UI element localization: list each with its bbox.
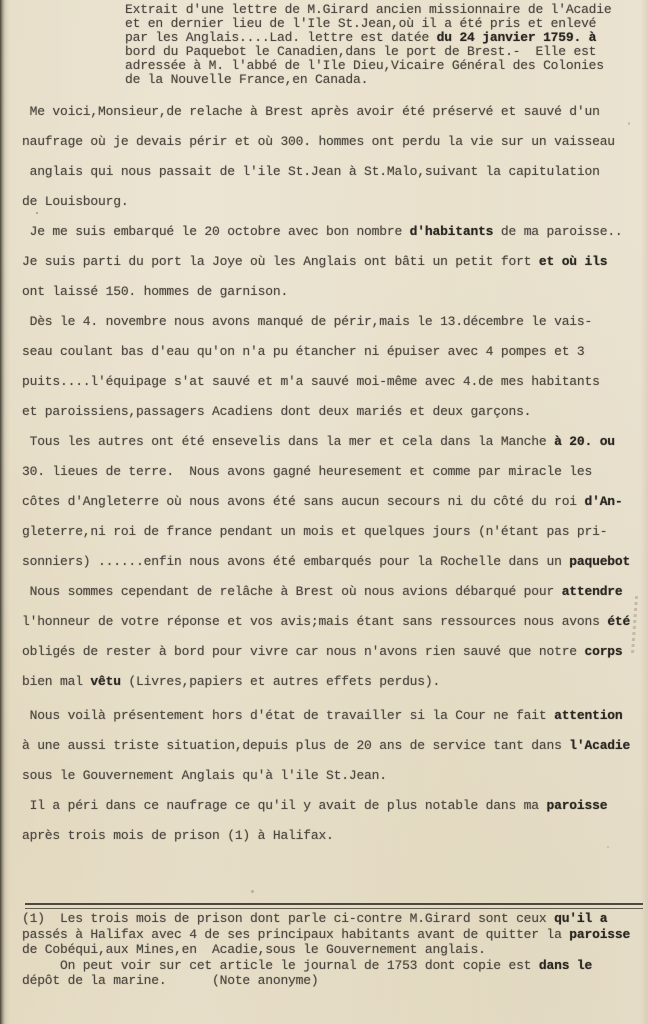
letter-body (22, 97, 630, 851)
text-line: gleterre,ni roi de france pendant un mois et quelques jours (n'étant pas pri- (22, 524, 608, 539)
text-line: passés à Halifax avec 4 de ses principaux habitants avant de quitter la paroisse (22, 926, 631, 942)
text-line: On peut voir sur cet article le journal de 1753 dont copie est dans le (22, 957, 593, 973)
ink-speck (628, 122, 630, 125)
pencil-mark (631, 596, 638, 654)
ink-speck (36, 212, 38, 214)
paragraph (22, 97, 630, 217)
text-line: ont laissé 150. hommes de garnison. (22, 284, 289, 299)
text-line: Il a péri dans ce naufrage ce qu'il y avait de plus notable dans ma paroisse (22, 798, 608, 813)
text-line: Tous les autres ont été ensevelis dans la mer et cela dans la Manche à 20. ou (22, 434, 615, 449)
paragraph (22, 427, 630, 577)
text-line: obligés de rester à bord pour vivre car nous n'avons rien sauvé que notre corps (22, 644, 623, 659)
paragraph (22, 701, 630, 791)
text-line: Me voici,Monsieur,de relache à Brest après avoir été préservé et sauvé d'un (22, 104, 600, 119)
text-line: anglais qui nous passait de l'ile St.Jean à St.Malo,suivant la capitulation (22, 164, 600, 179)
text-line: Extrait d'une lettre de M.Girard ancien missionnaire de l'Acadie (125, 2, 612, 17)
text-line: après trois mois de prison (1) à Halifax. (22, 828, 334, 843)
text-line: l'honneur de votre réponse et vos avis;mais étant sans ressources nous avons été (22, 614, 631, 629)
text-line: bord du Paquebot le Canadien,dans le port de Brest.- Elle est (125, 44, 597, 59)
scan-edge-right (640, 0, 648, 1024)
ink-speck (607, 846, 609, 848)
text-line: de Cobéqui,aux Mines,en Acadie,sous le Gouvernement anglais. (22, 942, 486, 957)
text-line: et paroissiens,passagers Acadiens dont deux mariés et deux garçons. (22, 404, 532, 419)
paragraph (22, 217, 630, 307)
paragraph (22, 577, 630, 697)
text-line: Je suis parti du port la Joye où les Anglais ont bâti un petit fort et où ils (22, 254, 608, 269)
text-line: côtes d'Angleterre où nous avons été sans aucun secours ni du côté du roi d'An- (22, 494, 623, 509)
text-line: et en dernier lieu de l'Ile St.Jean,où il a été pris et enlevé (125, 16, 597, 31)
text-line: de la Nouvelle France,en Canada. (125, 72, 369, 87)
text-line: naufrage où je devais périr et où 300. hommes ont perdu la vie sur un vaisseau (22, 134, 615, 149)
text-line: Dès le 4. novembre nous avons manqué de périr,mais le 13.décembre le vais- (22, 314, 593, 329)
text-line: Nous voilà présentement hors d'état de travailler si la Cour ne fait attention (22, 708, 623, 723)
letter-header (125, 3, 611, 87)
text-line: de Louisbourg. (22, 194, 129, 209)
text-line: 30. lieues de terre. Nous avons gagné heuresement et comme par miracle les (22, 464, 593, 479)
ink-speck (438, 264, 440, 266)
footnote-separator-rule (25, 903, 643, 909)
text-line: Nous sommes cependant de relâche à Brest où nous avions débarqué pour attendre (22, 584, 623, 599)
text-line: à une aussi triste situation,depuis plus de 20 ans de service tant dans l'Acadie (22, 738, 631, 753)
paragraph (22, 307, 630, 427)
text-line: sonniers) ......enfin nous avons été embarqués pour la Rochelle dans un paquebot (22, 554, 631, 569)
text-line: (1) Les trois mois de prison dont parle ci-contre M.Girard sont ceux qu'il a (22, 911, 608, 926)
text-line: Je me suis embarqué le 20 octobre avec bon nombre d'habitants de ma paroisse.. (22, 224, 623, 239)
text-line: par les Anglais....Lad. lettre est datée du 24 janvier 1759. à (125, 30, 597, 45)
paragraph (22, 791, 630, 851)
text-line: puits....l'équipage s'at sauvé et m'a sauvé moi-même avec 4.de mes habitants (22, 374, 600, 389)
footnote (22, 911, 630, 989)
text-line: bien mal vêtu (Livres,papiers et autres effets perdus). (22, 674, 441, 689)
ink-speck (251, 890, 254, 893)
text-line: adressée à M. l'abbé de l'Ile Dieu,Vicaire Général des Colonies (125, 58, 604, 73)
text-line: dépôt de la marine. (Note anonyme) (22, 973, 319, 988)
text-line: sous le Gouvernement Anglais qu'à l'ile St.Jean. (22, 768, 387, 783)
scan-edge-shadow (0, 0, 10, 1024)
text-line: seau coulant bas d'eau qu'on n'a pu étancher ni épuiser avec 4 pompes et 3 (22, 344, 585, 359)
